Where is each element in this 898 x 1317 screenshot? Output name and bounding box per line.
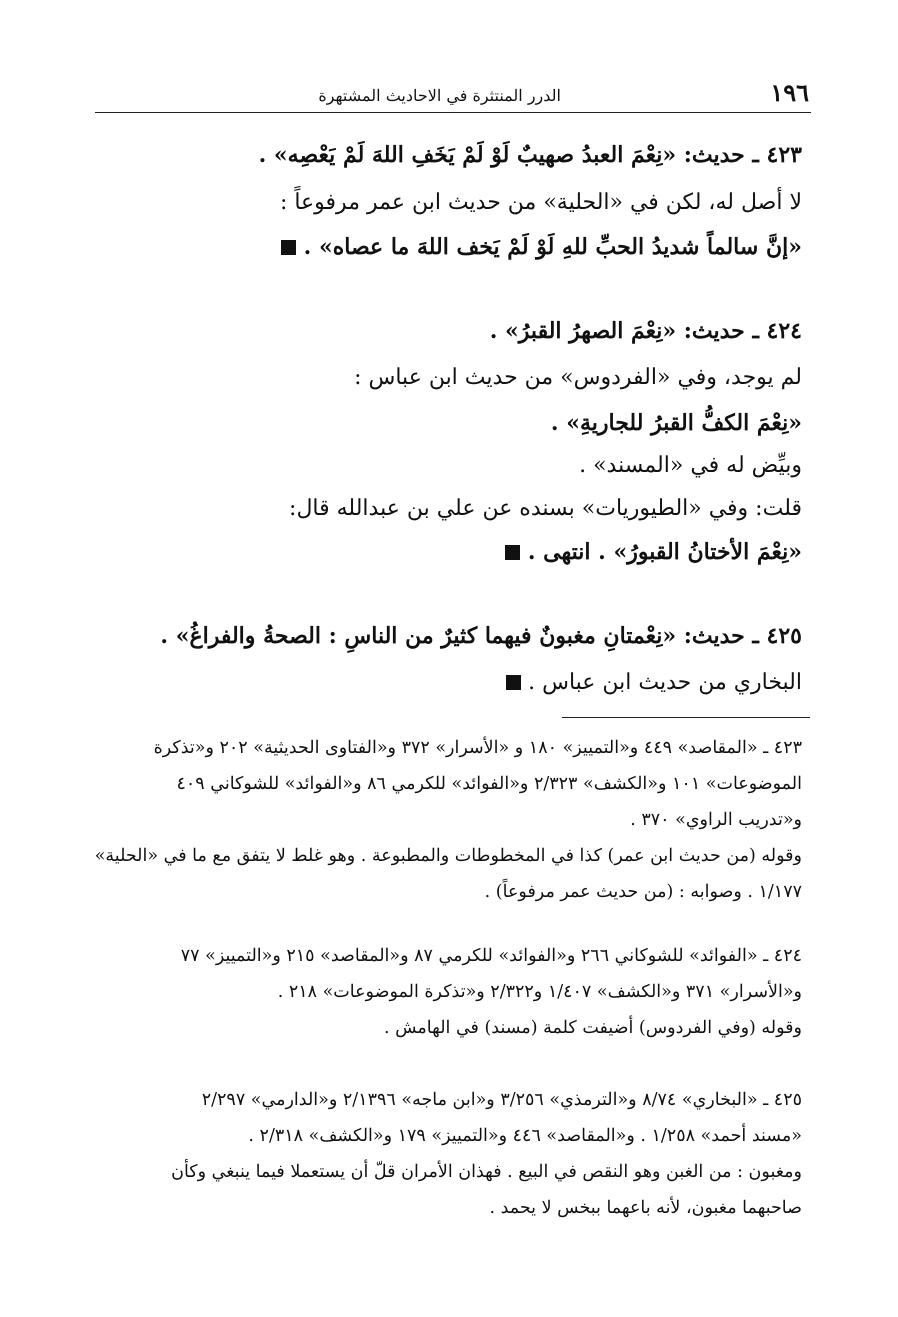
footnote-423-line-3: و«تدريب الراوي» ٣٧٠ . xyxy=(630,810,802,830)
footnote-424-line-1: ٤٢٤ ـ «الفوائد» للشوكاني ٢٦٦ و«الفوائد» للكرمي ٨٧ و«المقاصد» ٢١٥ و«التمييز» ٧٧ xyxy=(180,946,802,966)
hadith-423-line-2-text: «إنَّ سالماً شديدُ الحبِّ للهِ لَوْ لَمْ يَخف اللهَ ما عصاه» . xyxy=(303,234,802,260)
hadith-423-line-1: لا أصل له، لكن في «الحلية» من حديث ابن عمر مرفوعاً : xyxy=(279,190,802,215)
end-square-icon xyxy=(505,545,520,560)
footnote-423-line-4: وقوله (من حديث ابن عمر) كذا في المخطوطات والمطبوعة . وهو غلط لا يتفق مع ما في «الحلية» xyxy=(94,846,802,866)
footnote-424-line-2: و«الأسرار» ٣٧١ و«الكشف» ١/٤٠٧ و٢/٣٢٢ و«تذكرة الموضوعات» ٢١٨ . xyxy=(277,982,802,1002)
footnote-424-line-3: وقوله (وفي الفردوس) أضيفت كلمة (مسند) في الهامش . xyxy=(383,1018,802,1038)
footnote-423-line-5: ١/١٧٧ . وصوابه : (من حديث عمر مرفوعاً) . xyxy=(484,882,802,902)
running-title: الدرر المنتثرة في الاحاديث المشتهرة xyxy=(318,86,561,105)
page-number: ١٩٦ xyxy=(770,78,809,107)
footnote-423-line-2: الموضوعات» ١٠١ و«الكشف» ٢/٣٢٣ و«الفوائد» للكرمي ٨٦ و«الفوائد» للشوكاني ٤٠٩ xyxy=(176,774,802,794)
page-header xyxy=(95,80,811,113)
end-square-icon xyxy=(281,240,296,255)
hadith-424-line-2: «نِعْمَ الكفُّ القبرُ للجاريةِ» . xyxy=(550,410,802,436)
hadith-424-line-3: وبيِّض له في «المسند» . xyxy=(579,453,802,478)
hadith-424-line-5-text: «نِعْمَ الأختانُ القبورُ» . انتهى . xyxy=(527,539,802,565)
hadith-423-line-2 xyxy=(90,234,802,260)
footnote-425-line-4: صاحبهما مغبون، لأنه باعهما ببخس لا يحمد . xyxy=(489,1198,802,1218)
footnote-425-line-3: ومغبون : من الغبن وهو النقص في البيع . فهذان الأمران قلّ أن يستعملا فيما ينبغي وكأن xyxy=(171,1162,802,1182)
hadith-424-heading: ٤٢٤ ـ حديث: «نِعْمَ الصهرُ القبرُ» . xyxy=(489,318,802,344)
end-square-icon xyxy=(506,675,521,690)
hadith-424-line-4: قلت: وفي «الطيوريات» بسنده عن علي بن عبدالله قال: xyxy=(289,496,802,521)
footnote-425-line-2: «مسند أحمد» ١/٢٥٨ . و«المقاصد» ٤٤٦ و«التمييز» ١٧٩ و«الكشف» ٢/٣١٨ . xyxy=(248,1126,802,1146)
hadith-425-heading: ٤٢٥ ـ حديث: «نِعْمتانِ مغبونٌ فيهما كثيرٌ من الناسِ : الصحةُ والفراغُ» . xyxy=(160,623,802,649)
footnote-425-line-1: ٤٢٥ ـ «البخاري» ٨/٧٤ و«الترمذي» ٣/٢٥٦ و«ابن ماجه» ٢/١٣٩٦ و«الدارمي» ٢/٢٩٧ xyxy=(201,1090,802,1110)
hadith-424-line-1: لم يوجد، وفي «الفردوس» من حديث ابن عباس : xyxy=(354,365,802,390)
hadith-423-heading: ٤٢٣ ـ حديث: «نِعْمَ العبدُ صهيبٌ لَوْ لَمْ يَخَفِ اللهَ لَمْ يَعْصِه» . xyxy=(258,142,802,168)
hadith-425-line-1 xyxy=(90,670,802,695)
hadith-424-line-5 xyxy=(90,539,802,565)
hadith-425-line-1-text: البخاري من حديث ابن عباس . xyxy=(528,670,802,695)
footnote-423-line-1: ٤٢٣ ـ «المقاصد» ٤٤٩ و«التمييز» ١٨٠ و «الأسرار» ٣٧٢ و«الفتاوى الحديثية» ٢٠٢ و«تذكرة xyxy=(153,738,802,758)
footnote-divider xyxy=(562,717,810,718)
